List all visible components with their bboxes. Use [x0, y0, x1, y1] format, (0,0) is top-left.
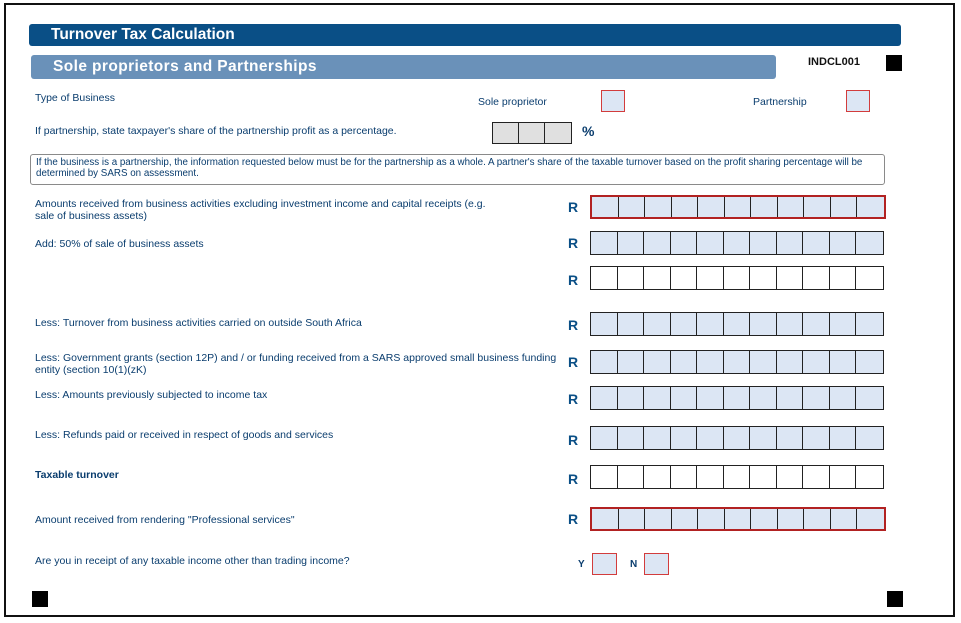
subtotal-amount[interactable] — [590, 266, 884, 290]
currency-symbol: R — [568, 235, 579, 251]
currency-symbol: R — [568, 391, 579, 407]
section-title: Sole proprietors and Partnerships — [31, 55, 776, 79]
partnership-label: Partnership — [753, 96, 807, 108]
refunds-amount[interactable] — [590, 426, 884, 450]
sale-of-assets-amount[interactable] — [590, 231, 884, 255]
currency-symbol: R — [568, 354, 579, 370]
row-label-government-grants: Less: Government grants (section 12P) and / or funding received from a SARS approved small business funding entity (section 10(1)(zK) — [35, 352, 557, 376]
partnership-checkbox[interactable] — [846, 90, 870, 112]
registration-marker-bottom-left — [32, 591, 48, 607]
row-label-sale-of-assets: Add: 50% of sale of business assets — [35, 238, 204, 250]
partnership-share-input[interactable] — [492, 122, 572, 144]
business-receipts-amount[interactable] — [590, 195, 886, 219]
row-label-business-receipts: Amounts received from business activities excluding investment income and capital receipts (e.g. sale of business assets) — [35, 198, 486, 222]
other-income-yes-checkbox[interactable] — [592, 553, 617, 575]
other-income-question: Are you in receipt of any taxable income other than trading income? — [35, 555, 350, 567]
other-income-yes-label: Y — [578, 559, 585, 570]
currency-symbol: R — [568, 432, 579, 448]
row-label-professional-services: Amount received from rendering "Professional services" — [35, 514, 295, 526]
taxable-turnover-amount[interactable] — [590, 465, 884, 489]
currency-symbol: R — [568, 471, 579, 487]
sole-proprietor-label: Sole proprietor — [478, 96, 547, 108]
other-income-no-checkbox[interactable] — [644, 553, 669, 575]
currency-symbol: R — [568, 511, 579, 527]
type-of-business-label: Type of Business — [35, 92, 115, 104]
row-label-taxable-turnover: Taxable turnover — [35, 469, 119, 481]
registration-marker-bottom-right — [887, 591, 903, 607]
previously-taxed-amount[interactable] — [590, 386, 884, 410]
sole-proprietor-checkbox[interactable] — [601, 90, 625, 112]
registration-marker-top-right — [886, 55, 902, 71]
row-label-refunds: Less: Refunds paid or received in respect of goods and services — [35, 429, 334, 441]
currency-symbol: R — [568, 199, 579, 215]
government-grants-amount[interactable] — [590, 350, 884, 374]
form-title: Turnover Tax Calculation — [29, 24, 901, 46]
professional-services-amount[interactable] — [590, 507, 886, 531]
partnership-share-label: If partnership, state taxpayer's share of the partnership profit as a percentage. — [35, 125, 397, 137]
percent-sign: % — [582, 123, 595, 139]
row-label-previously-taxed: Less: Amounts previously subjected to income tax — [35, 389, 268, 401]
other-income-no-label: N — [630, 559, 638, 570]
form-code: INDCL001 — [808, 56, 860, 68]
currency-symbol: R — [568, 317, 579, 333]
partnership-info-note: If the business is a partnership, the information requested below must be for the partnership as a whole. A partner's share of the taxable turnover based on the profit sharing percentage will be determined by SARS on assessment. — [30, 154, 885, 185]
row-label-turnover-outside-sa: Less: Turnover from business activities carried on outside South Africa — [35, 317, 362, 329]
currency-symbol: R — [568, 272, 579, 288]
turnover-outside-sa-amount[interactable] — [590, 312, 884, 336]
